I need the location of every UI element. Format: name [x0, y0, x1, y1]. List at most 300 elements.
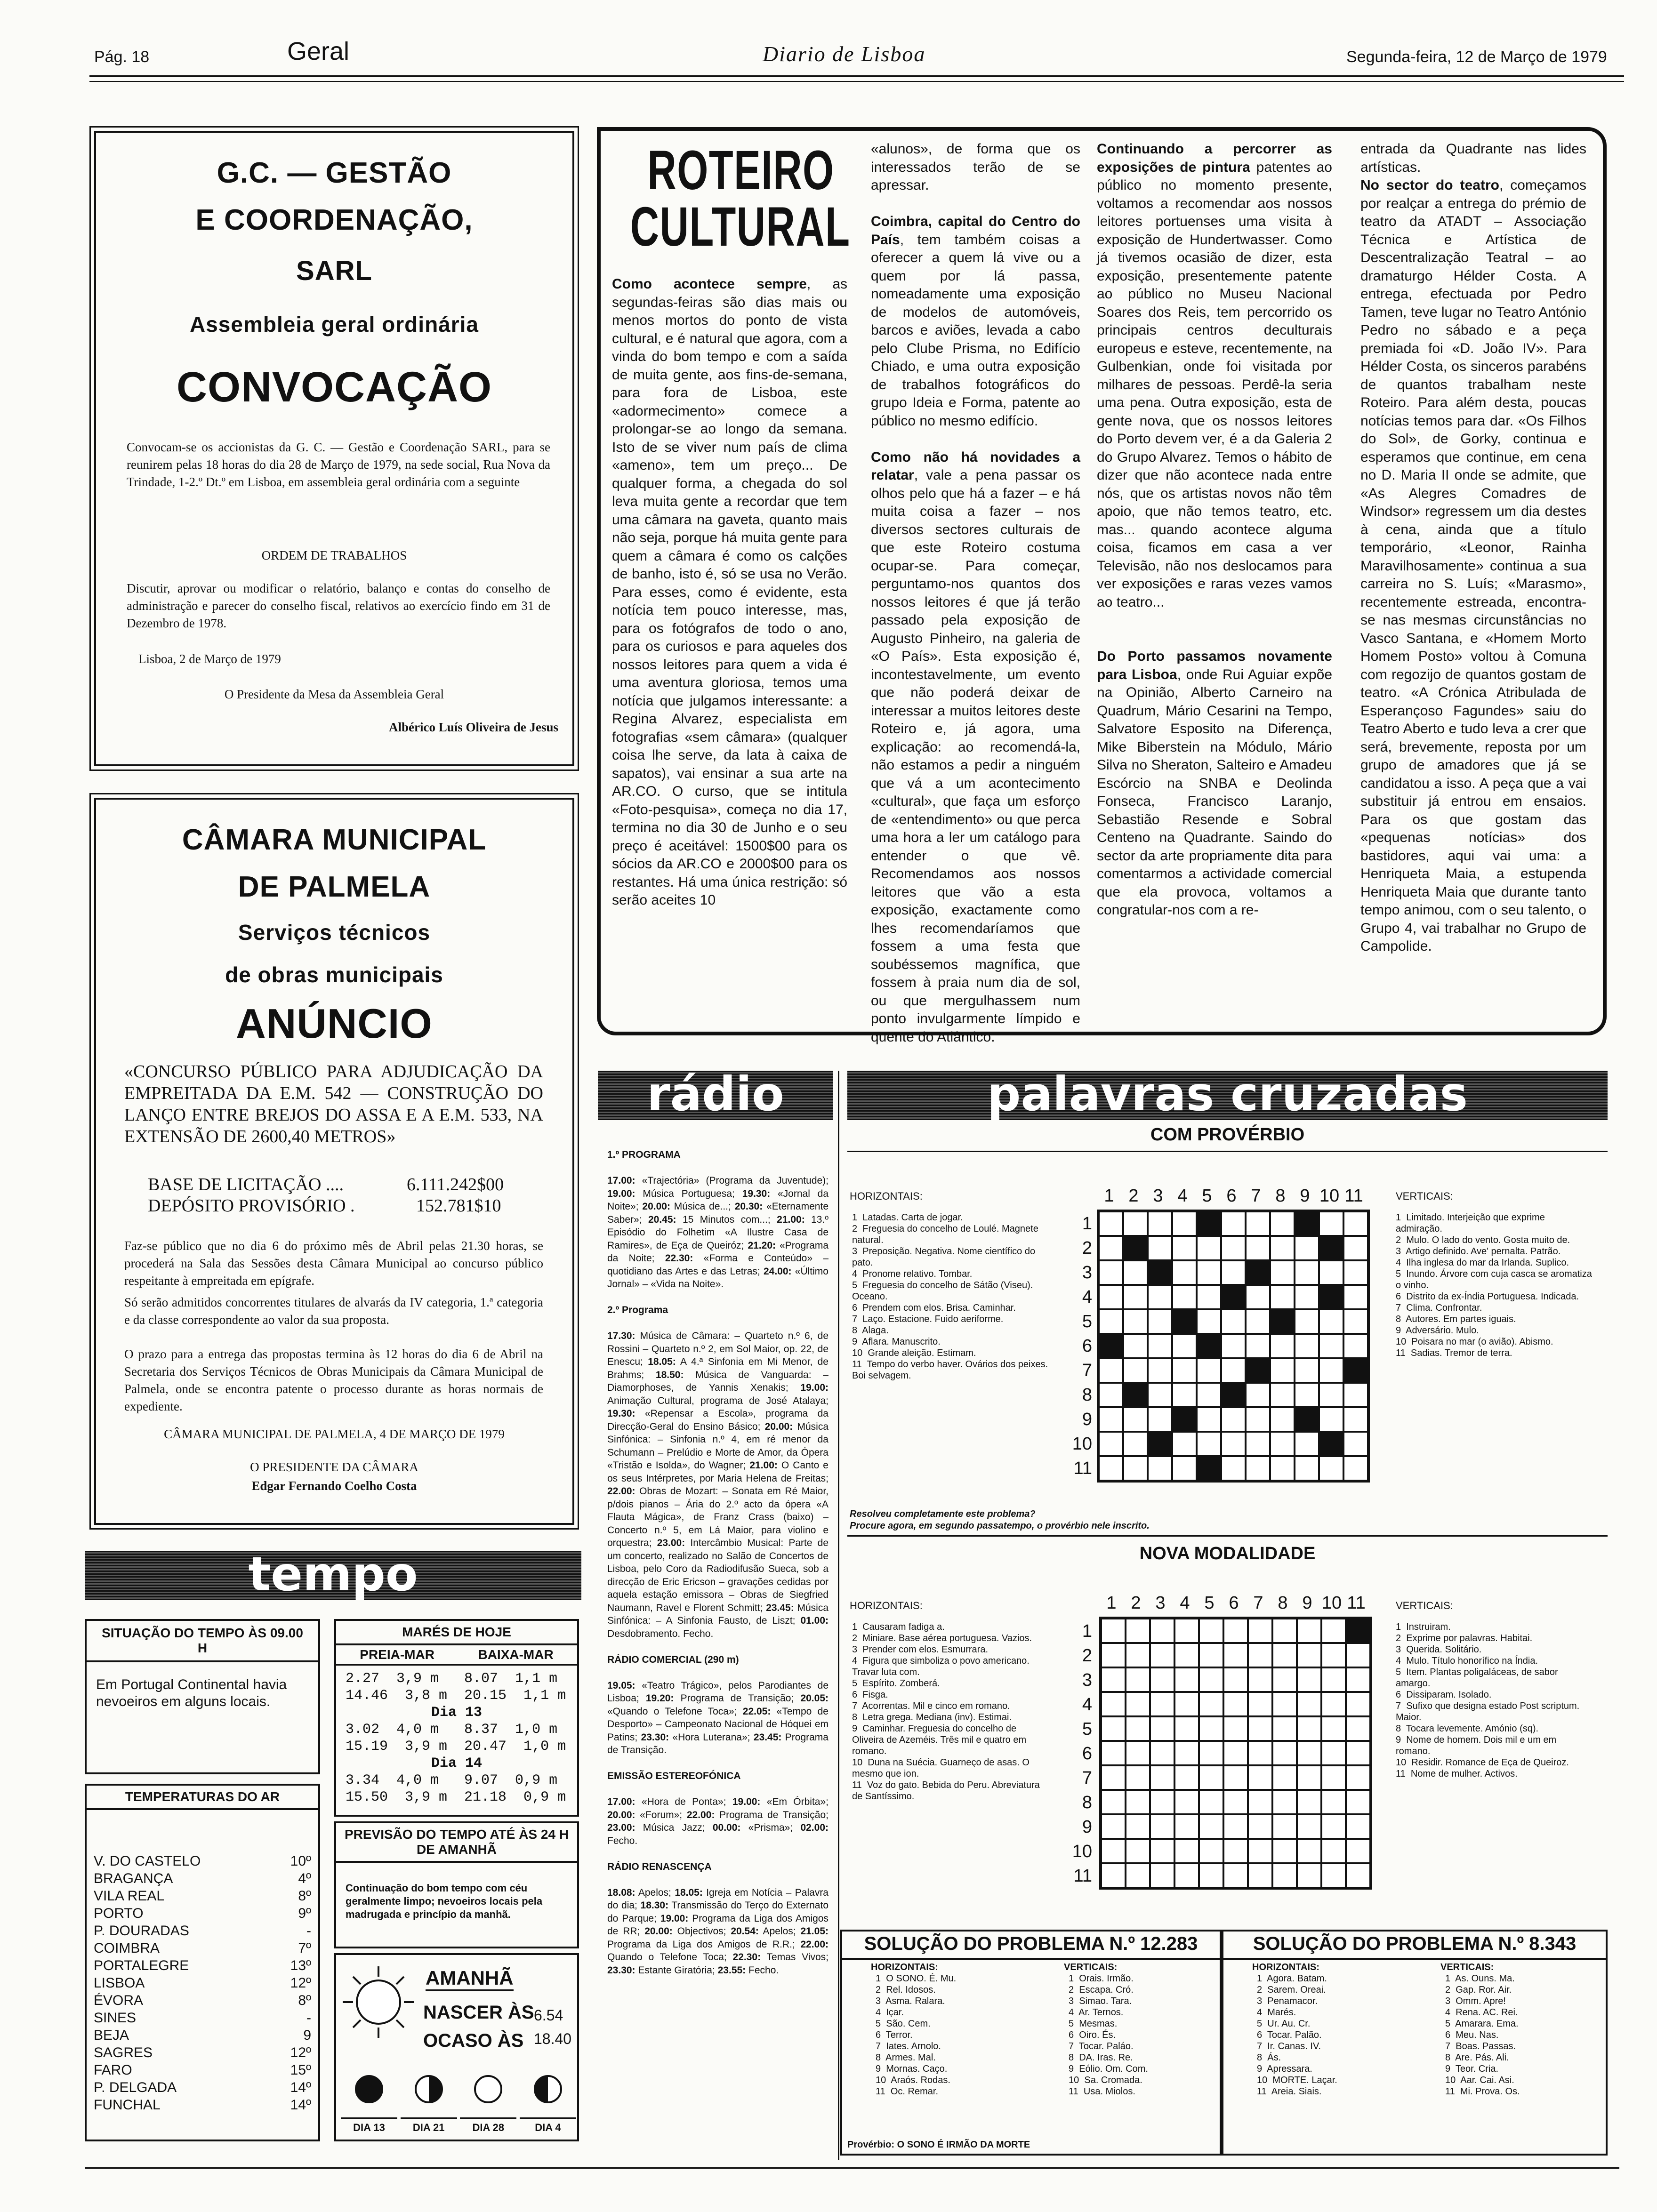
grid-cell[interactable]: [1343, 1309, 1368, 1334]
grid-cell[interactable]: [1223, 1667, 1248, 1692]
city-temperature: 14º: [290, 2080, 311, 2095]
grid-cell[interactable]: [1126, 1765, 1150, 1790]
temperature-row: [94, 2079, 311, 2096]
grid-cell[interactable]: [1321, 1716, 1346, 1741]
solution-item: 7 Ir. Canas. IV.: [1257, 2041, 1321, 2052]
grid-cell[interactable]: [1248, 1667, 1272, 1692]
grid-cell[interactable]: [1101, 1790, 1126, 1814]
grid-cell[interactable]: [1295, 1456, 1319, 1481]
grid-cell[interactable]: [1199, 1814, 1223, 1839]
grid-cell[interactable]: [1123, 1407, 1148, 1432]
grid-cell[interactable]: [1199, 1667, 1223, 1692]
grid-cell[interactable]: [1150, 1863, 1174, 1888]
grid-cell[interactable]: [1221, 1432, 1246, 1456]
grid-cell[interactable]: [1270, 1407, 1295, 1432]
grid-cell: [1172, 1407, 1197, 1432]
crossword-2-grid[interactable]: [1099, 1617, 1372, 1890]
solution-item: 9 Teor. Cria.: [1445, 2064, 1499, 2074]
city-name: P. DELGADA: [94, 2080, 177, 2095]
grid-column-number: 11: [1344, 1186, 1363, 1206]
grid-cell[interactable]: [1248, 1692, 1272, 1716]
grid-cell[interactable]: [1172, 1285, 1197, 1309]
grid-cell[interactable]: [1319, 1309, 1343, 1334]
grid-cell[interactable]: [1126, 1863, 1150, 1888]
clue-item: 11 Sadias. Tremor de terra.: [1396, 1348, 1512, 1358]
grid-cell[interactable]: [1199, 1643, 1223, 1667]
grid-cell[interactable]: [1297, 1619, 1321, 1643]
grid-cell[interactable]: [1321, 1643, 1346, 1667]
grid-cell[interactable]: [1270, 1358, 1295, 1383]
grid-cell[interactable]: [1297, 1790, 1321, 1814]
sunrise-label: NASCER ÀS: [423, 2002, 534, 2023]
grid-cell[interactable]: [1126, 1643, 1150, 1667]
grid-cell[interactable]: [1248, 1839, 1272, 1863]
grid-cell[interactable]: [1197, 1432, 1221, 1456]
grid-cell[interactable]: [1246, 1383, 1270, 1407]
grid-cell[interactable]: [1150, 1667, 1174, 1692]
grid-cell[interactable]: [1150, 1790, 1174, 1814]
grid-cell[interactable]: [1321, 1741, 1346, 1765]
grid-cell[interactable]: [1270, 1285, 1295, 1309]
grid-cell[interactable]: [1223, 1839, 1248, 1863]
grid-cell: [1246, 1260, 1270, 1285]
grid-cell[interactable]: [1197, 1285, 1221, 1309]
grid-cell[interactable]: [1297, 1839, 1321, 1863]
crossword-subtitle-2: NOVA MODALIDADE: [1139, 1544, 1316, 1563]
issue-date: Segunda-feira, 12 de Março de 1979: [1346, 48, 1607, 66]
solution-2-horizontal-label: HORIZONTAIS:: [1252, 1962, 1319, 1972]
clue-item: 4 Ilha inglesa do mar da Irlanda. Suplico.: [1396, 1258, 1569, 1268]
grid-cell[interactable]: [1297, 1643, 1321, 1667]
grid-cell[interactable]: [1199, 1741, 1223, 1765]
grid-cell[interactable]: [1321, 1765, 1346, 1790]
crossword-1-horizontal-clues: [852, 1212, 1050, 1381]
grid-cell[interactable]: [1099, 1260, 1123, 1285]
grid-cell[interactable]: [1123, 1285, 1148, 1309]
grid-cell[interactable]: [1270, 1334, 1295, 1358]
grid-cell[interactable]: [1295, 1285, 1319, 1309]
grid-cell[interactable]: [1150, 1839, 1174, 1863]
grid-cell[interactable]: [1174, 1814, 1199, 1839]
grid-cell[interactable]: [1126, 1790, 1150, 1814]
grid-row-number: 2: [1082, 1238, 1092, 1258]
grid-cell[interactable]: [1123, 1456, 1148, 1481]
grid-cell[interactable]: [1174, 1643, 1199, 1667]
crossword-2-horizontal-label: HORIZONTAIS:: [850, 1600, 923, 1611]
grid-cell[interactable]: [1297, 1814, 1321, 1839]
grid-cell[interactable]: [1148, 1211, 1172, 1236]
grid-cell[interactable]: [1197, 1358, 1221, 1383]
grid-cell[interactable]: [1223, 1790, 1248, 1814]
grid-cell: [1246, 1358, 1270, 1383]
grid-cell[interactable]: [1199, 1716, 1223, 1741]
tide-row: 3.02 4,0 m 8.37 1,0 m: [346, 1722, 558, 1738]
grid-cell[interactable]: [1099, 1236, 1123, 1260]
clue-item: 4 Pronome relativo. Tombar.: [852, 1269, 973, 1279]
grid-cell[interactable]: [1248, 1790, 1272, 1814]
grid-cell[interactable]: [1221, 1236, 1246, 1260]
grid-cell[interactable]: [1270, 1432, 1295, 1456]
grid-cell[interactable]: [1199, 1765, 1223, 1790]
grid-cell[interactable]: [1172, 1358, 1197, 1383]
grid-cell[interactable]: [1295, 1432, 1319, 1456]
grid-cell[interactable]: [1223, 1619, 1248, 1643]
grid-row-number: 3: [1082, 1670, 1092, 1690]
clue-item: 3 Prender com elos. Esmurrara.: [852, 1644, 988, 1655]
grid-cell[interactable]: [1295, 1260, 1319, 1285]
grid-cell[interactable]: [1199, 1790, 1223, 1814]
grid-cell[interactable]: [1319, 1211, 1343, 1236]
grid-cell[interactable]: [1248, 1814, 1272, 1839]
grid-cell[interactable]: [1246, 1309, 1270, 1334]
solution-item: 3 Penamacor.: [1257, 1996, 1318, 2006]
grid-cell[interactable]: [1199, 1839, 1223, 1863]
grid-cell[interactable]: [1272, 1643, 1297, 1667]
grid-cell[interactable]: [1221, 1260, 1246, 1285]
clue-item: 11 Tempo do verbo haver. Ovários dos peixes. Boi selvagem.: [852, 1359, 1051, 1381]
grid-cell[interactable]: [1343, 1383, 1368, 1407]
grid-cell[interactable]: [1319, 1334, 1343, 1358]
grid-cell[interactable]: [1172, 1432, 1197, 1456]
grid-cell[interactable]: [1126, 1692, 1150, 1716]
city-temperature: 14º: [290, 2097, 311, 2113]
grid-cell[interactable]: [1099, 1383, 1123, 1407]
grid-cell: [1148, 1260, 1172, 1285]
tide-row: Dia 14: [431, 1755, 483, 1771]
grid-cell[interactable]: [1272, 1692, 1297, 1716]
grid-cell[interactable]: [1295, 1358, 1319, 1383]
temperature-row: [94, 1940, 311, 1957]
grid-cell[interactable]: [1246, 1285, 1270, 1309]
grid-cell[interactable]: [1343, 1432, 1368, 1456]
grid-cell[interactable]: [1148, 1236, 1172, 1260]
grid-cell[interactable]: [1346, 1741, 1370, 1765]
grid-cell[interactable]: [1246, 1432, 1270, 1456]
grid-cell[interactable]: [1101, 1643, 1126, 1667]
grid-cell[interactable]: [1270, 1211, 1295, 1236]
grid-cell[interactable]: [1343, 1334, 1368, 1358]
grid-cell[interactable]: [1272, 1716, 1297, 1741]
grid-cell[interactable]: [1297, 1667, 1321, 1692]
grid-cell[interactable]: [1174, 1765, 1199, 1790]
ad-palmela-p1: Faz-se público que no dia 6 do próximo mês de Abril pelas 21.30 horas, se procederá na Sala das Sessões desta Câmara Municipal ao concurso público respeitante à empreitada em epígrafe.: [124, 1239, 543, 1288]
city-name: PORTALEGRE: [94, 1958, 189, 1973]
city-name: ÉVORA: [94, 1993, 144, 2008]
grid-cell[interactable]: [1174, 1716, 1199, 1741]
grid-cell[interactable]: [1248, 1741, 1272, 1765]
grid-row-number: 10: [1072, 1434, 1092, 1454]
grid-cell[interactable]: [1197, 1260, 1221, 1285]
grid-cell[interactable]: [1346, 1814, 1370, 1839]
grid-cell[interactable]: [1319, 1407, 1343, 1432]
grid-cell[interactable]: [1272, 1667, 1297, 1692]
grid-cell[interactable]: [1101, 1619, 1126, 1643]
grid-cell[interactable]: [1172, 1236, 1197, 1260]
grid-cell[interactable]: [1199, 1619, 1223, 1643]
grid-cell[interactable]: [1321, 1667, 1346, 1692]
grid-cell[interactable]: [1099, 1407, 1123, 1432]
grid-cell[interactable]: [1321, 1863, 1346, 1888]
clue-item: 2 Miniare. Base aérea portuguesa. Vazios.: [852, 1633, 1032, 1643]
grid-cell[interactable]: [1343, 1260, 1368, 1285]
grid-cell[interactable]: [1197, 1407, 1221, 1432]
grid-cell: [1319, 1285, 1343, 1309]
grid-cell[interactable]: [1248, 1765, 1272, 1790]
temperature-row: [94, 1852, 311, 1870]
grid-cell[interactable]: [1150, 1716, 1174, 1741]
crossword-1-column-numbers: [1097, 1186, 1366, 1206]
grid-cell[interactable]: [1126, 1716, 1150, 1741]
grid-cell[interactable]: [1297, 1692, 1321, 1716]
grid-cell: [1197, 1211, 1221, 1236]
ad-palmela-name-1: CÂMARA MUNICIPAL: [182, 824, 487, 856]
grid-cell[interactable]: [1343, 1211, 1368, 1236]
temperature-row: [94, 2027, 311, 2044]
grid-cell[interactable]: [1321, 1814, 1346, 1839]
grid-cell[interactable]: [1248, 1863, 1272, 1888]
grid-cell[interactable]: [1099, 1309, 1123, 1334]
grid-cell[interactable]: [1248, 1643, 1272, 1667]
grid-cell[interactable]: [1101, 1839, 1126, 1863]
grid-cell[interactable]: [1172, 1456, 1197, 1481]
ad-palmela-date: CÂMARA MUNICIPAL DE PALMELA, 4 DE MARÇO DE 1979: [164, 1427, 505, 1441]
grid-cell[interactable]: [1150, 1692, 1174, 1716]
ad-palmela-deposit-label: DEPÓSITO PROVISÓRIO .: [148, 1196, 355, 1216]
grid-cell[interactable]: [1126, 1619, 1150, 1643]
clue-item: 1 Latadas. Carta de jogar.: [852, 1212, 963, 1223]
grid-cell[interactable]: [1272, 1814, 1297, 1839]
grid-cell[interactable]: [1123, 1432, 1148, 1456]
grid-cell[interactable]: [1272, 1741, 1297, 1765]
roteiro-col-3: Continuando a percorrer as exposições de pintura patentes ao público no momento presente, voltamos a recomendar aos nossos leitores portuenses uma visita à exposição de Hundertwasser. Como já tivemos ocasião de dizer, esta exposição, presentemente patente ao público no Museu Nacional Soares dos Reis, tem percorrido os principais centros deculturais europeus e esteve, recentemente, na Gulbenkian, onde foi visitada por milhares de pessoas. Perdê-la seria uma pena. Outra exposição, esta de gente nova, que os nossos leitores do Porto devem ver, é a da Galeria 2 do Grupo Alvarez. Temos o hábito de dizer que não acontece nada entre nós, que os artistas novos não têm apoio, que não temos teatro, etc. mas... quando acontece alguma coisa, ficamos em casa a ver Televisão, não nos deslocamos para ver exposições e raras vezes vamos ao teatro... Do Porto passamos novamente para Lisboa, onde Rui Aguiar expõe na Opinião, Alberto Carneiro na Quadrum, Mário Cesarini na Tempo, Salvatore Esposito na Diferença, Mike Biberstein na Módulo, Mário Silva no Sheraton, Salteiro e Amadeu Escórcio na SNBA e Deolinda Fonseca, Francisco Laranjo, Sebastião Resende e Sobral Centeno na Quadrante. Saindo do sector da arte propriamente dita para comentarmos a actividade comercial que ela provoca, voltamos a congratular-nos com a re-: [1097, 141, 1333, 918]
city-name: BRAGANÇA: [94, 1871, 173, 1886]
grid-cell[interactable]: [1148, 1407, 1172, 1432]
grid-cell[interactable]: [1148, 1456, 1172, 1481]
grid-cell[interactable]: [1321, 1790, 1346, 1814]
grid-cell[interactable]: [1221, 1358, 1246, 1383]
grid-cell[interactable]: [1223, 1741, 1248, 1765]
grid-cell[interactable]: [1148, 1285, 1172, 1309]
grid-cell[interactable]: [1197, 1309, 1221, 1334]
grid-cell[interactable]: [1297, 1741, 1321, 1765]
grid-cell[interactable]: [1297, 1716, 1321, 1741]
sunset-label: OCASO ÀS: [423, 2030, 524, 2051]
solution-1-vertical: [1069, 1973, 1148, 2097]
grid-cell[interactable]: [1172, 1260, 1197, 1285]
moon-phases: [341, 2073, 576, 2134]
grid-cell[interactable]: [1174, 1667, 1199, 1692]
grid-cell[interactable]: [1101, 1692, 1126, 1716]
grid-cell[interactable]: [1321, 1619, 1346, 1643]
ad-palmela-signature: Edgar Fernando Coelho Costa: [251, 1479, 417, 1493]
tide-row: 3.34 4,0 m 9.07 0,9 m: [346, 1772, 558, 1788]
ad-gc-date: Lisboa, 2 de Março de 1979: [138, 652, 281, 666]
grid-cell[interactable]: [1099, 1432, 1123, 1456]
solution-item: 5 Amarara. Ema.: [1445, 2019, 1519, 2029]
grid-cell[interactable]: [1148, 1309, 1172, 1334]
grid-cell[interactable]: [1101, 1667, 1126, 1692]
grid-cell[interactable]: [1150, 1765, 1174, 1790]
grid-cell[interactable]: [1270, 1236, 1295, 1260]
grid-cell[interactable]: [1319, 1383, 1343, 1407]
grid-cell[interactable]: [1346, 1790, 1370, 1814]
grid-cell[interactable]: [1148, 1334, 1172, 1358]
grid-cell[interactable]: [1099, 1285, 1123, 1309]
solution-item: 1 As. Ouns. Ma.: [1445, 1973, 1515, 1984]
grid-cell[interactable]: [1343, 1285, 1368, 1309]
moon-phase-day: DIA 21: [401, 2117, 457, 2134]
grid-cell[interactable]: [1123, 1211, 1148, 1236]
grid-cell: [1270, 1309, 1295, 1334]
crossword-2-row-numbers: [1059, 1619, 1092, 1888]
grid-cell[interactable]: [1295, 1334, 1319, 1358]
grid-cell[interactable]: [1246, 1211, 1270, 1236]
grid-cell[interactable]: [1270, 1456, 1295, 1481]
grid-cell[interactable]: [1248, 1716, 1272, 1741]
grid-cell[interactable]: [1272, 1765, 1297, 1790]
grid-cell[interactable]: [1246, 1456, 1270, 1481]
grid-cell[interactable]: [1246, 1407, 1270, 1432]
grid-cell[interactable]: [1221, 1211, 1246, 1236]
grid-cell[interactable]: [1221, 1456, 1246, 1481]
moon-phase-day: DIA 4: [520, 2117, 576, 2134]
grid-cell[interactable]: [1101, 1741, 1126, 1765]
city-temperature: 12º: [290, 2045, 311, 2060]
grid-cell[interactable]: [1123, 1309, 1148, 1334]
grid-cell[interactable]: [1174, 1692, 1199, 1716]
grid-cell[interactable]: [1297, 1765, 1321, 1790]
grid-cell[interactable]: [1223, 1863, 1248, 1888]
grid-cell[interactable]: [1123, 1260, 1148, 1285]
crossword-2-horizontal-clues: [852, 1621, 1050, 1802]
grid-cell[interactable]: [1248, 1619, 1272, 1643]
grid-cell[interactable]: [1199, 1692, 1223, 1716]
grid-column-number: 3: [1155, 1593, 1166, 1613]
grid-cell[interactable]: [1223, 1643, 1248, 1667]
city-temperature: -: [306, 2010, 311, 2026]
grid-cell[interactable]: [1172, 1383, 1197, 1407]
grid-cell[interactable]: [1101, 1863, 1126, 1888]
grid-cell[interactable]: [1346, 1692, 1370, 1716]
grid-cell[interactable]: [1197, 1383, 1221, 1407]
grid-cell[interactable]: [1148, 1383, 1172, 1407]
clue-item: 2 Mulo. O lado do vento. Gosta muito de.: [1396, 1235, 1570, 1245]
ad-gc-agenda: Discutir, aprovar ou modificar o relatório, balanço e contas do conselho de administração e parecer do conselho fiscal, relativos ao exercício findo em 31 de Dezembro de 1978.: [127, 581, 550, 630]
city-temperature: 13º: [290, 1958, 311, 1973]
grid-cell[interactable]: [1174, 1619, 1199, 1643]
crossword-1-grid[interactable]: [1097, 1210, 1370, 1483]
grid-cell[interactable]: [1172, 1211, 1197, 1236]
crossword-2-vertical-clues: [1396, 1621, 1593, 1779]
grid-cell[interactable]: [1295, 1236, 1319, 1260]
ad-gc-assembly: Assembleia geral ordinária: [189, 312, 479, 337]
grid-cell[interactable]: [1197, 1236, 1221, 1260]
grid-cell[interactable]: [1099, 1358, 1123, 1383]
grid-cell[interactable]: [1099, 1211, 1123, 1236]
grid-cell[interactable]: [1148, 1358, 1172, 1383]
grid-cell[interactable]: [1221, 1334, 1246, 1358]
grid-cell[interactable]: [1270, 1260, 1295, 1285]
grid-cell[interactable]: [1150, 1643, 1174, 1667]
grid-cell[interactable]: [1295, 1383, 1319, 1407]
grid-cell: [1197, 1334, 1221, 1358]
grid-cell[interactable]: [1223, 1716, 1248, 1741]
grid-cell[interactable]: [1174, 1741, 1199, 1765]
grid-cell[interactable]: [1272, 1863, 1297, 1888]
grid-cell[interactable]: [1319, 1260, 1343, 1285]
grid-cell[interactable]: [1295, 1309, 1319, 1334]
grid-cell[interactable]: [1346, 1765, 1370, 1790]
grid-cell[interactable]: [1099, 1456, 1123, 1481]
grid-cell[interactable]: [1221, 1407, 1246, 1432]
grid-cell[interactable]: [1272, 1839, 1297, 1863]
grid-cell[interactable]: [1172, 1334, 1197, 1358]
grid-cell[interactable]: [1346, 1863, 1370, 1888]
grid-cell[interactable]: [1123, 1334, 1148, 1358]
grid-cell[interactable]: [1319, 1456, 1343, 1481]
grid-cell[interactable]: [1101, 1814, 1126, 1839]
grid-cell[interactable]: [1270, 1383, 1295, 1407]
grid-cell[interactable]: [1126, 1667, 1150, 1692]
grid-cell[interactable]: [1101, 1716, 1126, 1741]
grid-cell[interactable]: [1223, 1692, 1248, 1716]
clue-item: 9 Caminhar. Freguesia do concelho de Oliveira de Azeméis. Três mil e quatro em romano.: [852, 1723, 1029, 1756]
grid-cell[interactable]: [1246, 1236, 1270, 1260]
temperature-list: [87, 1810, 318, 2114]
solution-item: 1 O SONO. É. Mu.: [876, 1973, 957, 1984]
grid-cell[interactable]: [1346, 1839, 1370, 1863]
grid-cell[interactable]: [1346, 1643, 1370, 1667]
grid-cell[interactable]: [1343, 1407, 1368, 1432]
grid-cell[interactable]: [1126, 1741, 1150, 1765]
grid-cell[interactable]: [1174, 1863, 1199, 1888]
clue-item: 5 Freguesia do concelho de Sátão (Viseu). Oceano.: [852, 1280, 1036, 1302]
grid-cell[interactable]: [1126, 1814, 1150, 1839]
grid-cell[interactable]: [1221, 1309, 1246, 1334]
grid-cell[interactable]: [1246, 1334, 1270, 1358]
grid-cell[interactable]: [1343, 1236, 1368, 1260]
grid-cell[interactable]: [1150, 1814, 1174, 1839]
ad-gc-order: ORDEM DE TRABALHOS: [261, 548, 407, 562]
grid-cell[interactable]: [1126, 1839, 1150, 1863]
grid-cell[interactable]: [1150, 1741, 1174, 1765]
grid-cell[interactable]: [1223, 1765, 1248, 1790]
ad-palmela-dept-2: de obras municipais: [225, 962, 443, 987]
grid-cell[interactable]: [1199, 1863, 1223, 1888]
grid-cell[interactable]: [1174, 1839, 1199, 1863]
temperature-row: [94, 2044, 311, 2061]
grid-cell[interactable]: [1223, 1814, 1248, 1839]
grid-cell[interactable]: [1346, 1716, 1370, 1741]
grid-cell[interactable]: [1272, 1619, 1297, 1643]
grid-cell[interactable]: [1272, 1790, 1297, 1814]
moon-icon: [353, 2073, 386, 2106]
grid-cell[interactable]: [1319, 1358, 1343, 1383]
grid-cell[interactable]: [1174, 1790, 1199, 1814]
crossword-rule: [847, 1151, 1608, 1152]
grid-cell[interactable]: [1297, 1863, 1321, 1888]
grid-cell[interactable]: [1101, 1765, 1126, 1790]
clue-item: 9 Aflara. Manuscrito.: [852, 1337, 941, 1347]
roteiro-col-1: Como acontece sempre, as segundas-feiras são dias mais ou menos mortos do ponto de vista cultural, e é natural que agora, com a vinda do bom tempo e com a saída de muita gente, aos fins-de-semana, para fora de Lisboa, este «adormecimento» comece a prolongar-se ao longo da semana. Isto de se viver num país de clima «ameno», tem um preço... De qualquer forma, a chegada do sol leva muita gente a recordar que tem uma câmara na gaveta, quanto mais não seja, porque há muita gente para quem a câmara é como os calções de banho, isto é, só se usa no Verão. Para esses, como é evidente, esta notícia tem pouco interesse, mas, para os fotógrafos de todo o ano, para os curiosos e para aqueles dos nossos leitores para quem a vida é uma aventura gloriosa, temos uma notícia que julgamos interessante: a Regina Alvarez, especialista em fotografias «sem câmara» (qualquer coisa lhe serve, da lata à caixa de sapatos), vai ensinar a sua arte na AR.CO. O curso, que se intitula «Foto-pesquisa», começa no dia 17, termina no dia 30 de Junho e o seu preço é aceitável: 1500$00 para os sócios da AR.CO e 2000$00 para os restantes. Há uma única restrição: só serão aceites 10: [612, 276, 848, 908]
grid-cell[interactable]: [1150, 1619, 1174, 1643]
grid-cell[interactable]: [1321, 1839, 1346, 1863]
grid-cell[interactable]: [1123, 1358, 1148, 1383]
grid-cell[interactable]: [1343, 1456, 1368, 1481]
grid-cell[interactable]: [1321, 1692, 1346, 1716]
crossword-rule-2: [847, 1535, 1608, 1537]
grid-cell[interactable]: [1346, 1667, 1370, 1692]
